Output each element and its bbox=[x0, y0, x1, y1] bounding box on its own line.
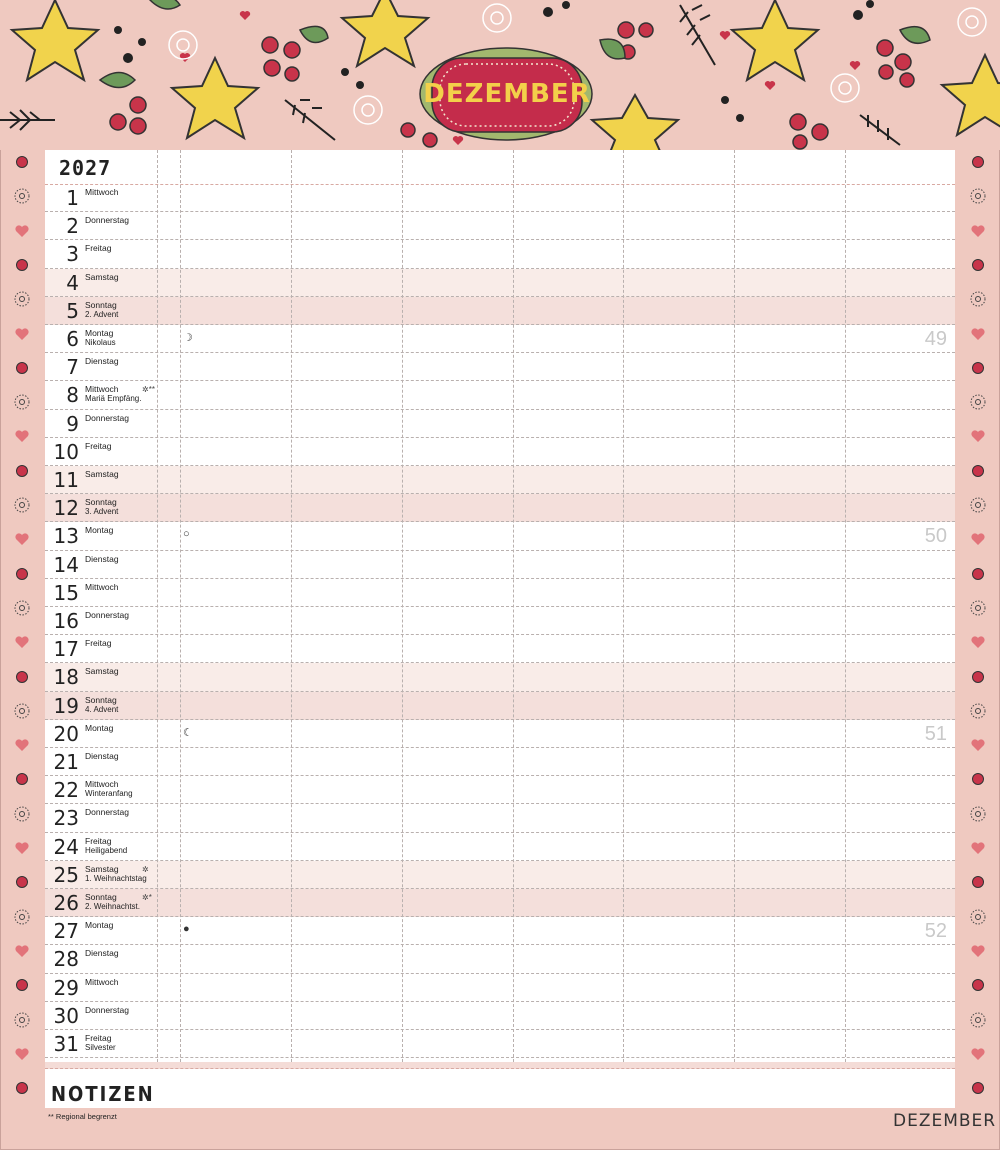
footnote: ** Regional begrenzt bbox=[48, 1112, 117, 1121]
day-row[interactable] bbox=[45, 917, 955, 945]
weekday-label bbox=[85, 724, 113, 733]
day-number: 30 bbox=[53, 1003, 79, 1028]
day-row[interactable] bbox=[45, 579, 955, 607]
heart-icon bbox=[968, 1044, 988, 1064]
weekday-name: Dienstag bbox=[85, 751, 119, 761]
weekday-name: Sonntag bbox=[85, 497, 117, 508]
heart-icon bbox=[12, 735, 32, 755]
berry-icon bbox=[968, 564, 988, 584]
weekday-name: Sonntag bbox=[85, 299, 117, 310]
weekday-label bbox=[85, 1034, 116, 1052]
berry-icon bbox=[12, 1078, 32, 1098]
snowflake-icon bbox=[968, 804, 988, 824]
weekday-name: Montag bbox=[85, 920, 114, 931]
weekday-label bbox=[85, 329, 116, 347]
weekday-name: Samstag bbox=[85, 271, 119, 282]
weekday-label bbox=[85, 752, 119, 761]
heart-icon bbox=[968, 221, 988, 241]
day-row[interactable] bbox=[45, 466, 955, 494]
year-label: 2027 bbox=[59, 156, 112, 180]
day-number: 16 bbox=[53, 609, 79, 633]
heart-icon bbox=[968, 426, 988, 446]
snowflake-icon bbox=[968, 1010, 988, 1030]
day-number: 28 bbox=[53, 947, 79, 972]
weekday-label bbox=[85, 470, 119, 479]
weekday-label bbox=[85, 442, 111, 451]
day-row[interactable] bbox=[45, 635, 955, 663]
column-divider bbox=[734, 150, 735, 1062]
day-row[interactable] bbox=[45, 184, 955, 212]
right-ornament-strip bbox=[956, 150, 1000, 1110]
berry-icon bbox=[12, 152, 32, 172]
berry-icon bbox=[12, 461, 32, 481]
snowflake-icon bbox=[12, 804, 32, 824]
day-number: 29 bbox=[53, 975, 79, 1000]
snowflake-icon bbox=[12, 1010, 32, 1030]
heart-icon bbox=[968, 941, 988, 961]
notes-label: NOTIZEN bbox=[51, 1082, 155, 1106]
notes-divider bbox=[45, 1062, 955, 1069]
day-number: 9 bbox=[66, 411, 79, 436]
weekday-name: Donnerstag bbox=[85, 807, 129, 818]
weekday-name: Freitag bbox=[85, 638, 112, 649]
day-number: 23 bbox=[53, 806, 79, 831]
weekday-label bbox=[85, 780, 133, 798]
berry-icon bbox=[12, 769, 32, 789]
day-row[interactable] bbox=[45, 776, 955, 804]
weekday-name: Mittwoch bbox=[85, 187, 119, 197]
snowflake-icon bbox=[968, 495, 988, 515]
weekday-name: Mittwoch bbox=[85, 976, 119, 987]
day-row[interactable] bbox=[45, 325, 955, 353]
holiday-label: 2. Advent bbox=[85, 309, 119, 319]
heart-icon bbox=[12, 324, 32, 344]
heart-icon bbox=[968, 529, 988, 549]
weekday-label bbox=[85, 696, 118, 714]
heart-icon bbox=[968, 632, 988, 652]
heart-icon bbox=[12, 941, 32, 961]
berry-icon bbox=[12, 872, 32, 892]
day-number: 3 bbox=[66, 242, 79, 267]
holiday-label: Silvester bbox=[85, 1043, 116, 1052]
berry-icon bbox=[12, 255, 32, 275]
berry-icon bbox=[12, 564, 32, 584]
column-divider bbox=[513, 150, 514, 1062]
day-row[interactable] bbox=[45, 269, 955, 297]
berry-icon bbox=[968, 872, 988, 892]
snowflake-icon bbox=[968, 392, 988, 412]
day-number: 25 bbox=[53, 862, 79, 887]
holiday-label: Mariä Empfäng. bbox=[85, 394, 142, 404]
berry-icon bbox=[968, 1078, 988, 1098]
day-row[interactable] bbox=[45, 212, 955, 240]
day-row[interactable] bbox=[45, 663, 955, 691]
day-number: 12 bbox=[53, 496, 79, 521]
moon-phase-icon: ☽ bbox=[183, 332, 193, 344]
day-number: 1 bbox=[66, 186, 79, 210]
weekday-name: Donnerstag bbox=[85, 215, 129, 226]
day-number: 10 bbox=[53, 439, 79, 464]
weekday-name: Sonntag bbox=[85, 892, 117, 902]
day-number: 7 bbox=[66, 355, 79, 380]
weekday-label bbox=[85, 385, 141, 403]
weekday-label bbox=[85, 893, 140, 911]
weekday-label bbox=[85, 667, 119, 676]
berry-icon bbox=[968, 255, 988, 275]
weekday-label bbox=[85, 583, 119, 592]
day-number: 2 bbox=[66, 214, 79, 239]
heart-icon bbox=[12, 838, 32, 858]
calendar-sheet bbox=[45, 150, 955, 1108]
day-row[interactable] bbox=[45, 945, 955, 973]
heart-icon bbox=[968, 324, 988, 344]
holiday-label: Nikolaus bbox=[85, 338, 116, 347]
heart-icon bbox=[968, 838, 988, 858]
day-number: 11 bbox=[53, 468, 79, 492]
weekday-label bbox=[85, 1006, 129, 1015]
day-row[interactable] bbox=[45, 607, 955, 635]
week-number: 49 bbox=[924, 328, 947, 350]
snowflake-icon bbox=[12, 495, 32, 515]
berry-icon bbox=[968, 461, 988, 481]
day-number: 20 bbox=[53, 721, 79, 746]
column-divider bbox=[157, 150, 158, 1062]
berry-icon bbox=[968, 975, 988, 995]
holiday-label: 4. Advent bbox=[85, 704, 119, 714]
snowflake-icon bbox=[968, 701, 988, 721]
weekday-label bbox=[85, 555, 119, 564]
weekday-label bbox=[85, 921, 113, 930]
regional-holiday-icon: ✲ bbox=[142, 864, 149, 874]
day-row[interactable] bbox=[45, 353, 955, 381]
snowflake-icon bbox=[968, 598, 988, 618]
day-row[interactable] bbox=[45, 748, 955, 776]
snowflake-icon bbox=[968, 907, 988, 927]
weekday-name: Samstag bbox=[85, 863, 119, 874]
weekday-name: Montag bbox=[85, 525, 114, 536]
weekday-name: Sonntag bbox=[85, 694, 117, 705]
weekday-name: Montag bbox=[85, 722, 114, 733]
weekday-label bbox=[85, 188, 119, 197]
day-row[interactable] bbox=[45, 974, 955, 1002]
day-number: 6 bbox=[66, 327, 79, 351]
week-number: 52 bbox=[924, 920, 947, 943]
day-number: 26 bbox=[53, 891, 79, 915]
weekday-name: Freitag bbox=[85, 835, 112, 846]
day-row[interactable] bbox=[45, 381, 955, 409]
snowflake-icon bbox=[968, 289, 988, 309]
snowflake-icon bbox=[12, 392, 32, 412]
column-divider bbox=[291, 150, 292, 1062]
day-number: 13 bbox=[53, 524, 79, 549]
left-ornament-strip bbox=[0, 150, 44, 1110]
day-row[interactable] bbox=[45, 861, 955, 889]
holiday-label: Heiligabend bbox=[85, 845, 128, 855]
day-number: 27 bbox=[53, 919, 79, 944]
week-number: 50 bbox=[924, 525, 947, 548]
day-number: 31 bbox=[53, 1032, 79, 1056]
snowflake-icon bbox=[12, 598, 32, 618]
heart-icon bbox=[968, 735, 988, 755]
column-divider bbox=[402, 150, 403, 1062]
day-number: 15 bbox=[53, 580, 79, 605]
berry-icon bbox=[968, 769, 988, 789]
weekday-label bbox=[85, 639, 111, 648]
column-divider bbox=[623, 150, 624, 1062]
weekday-label bbox=[85, 611, 129, 620]
heart-icon bbox=[12, 221, 32, 241]
weekday-name: Montag bbox=[85, 328, 114, 338]
regional-holiday-icon: ✲** bbox=[142, 385, 155, 395]
berry-icon bbox=[968, 667, 988, 687]
weekday-name: Dienstag bbox=[85, 553, 119, 564]
month-title: DEZEMBER bbox=[423, 79, 591, 109]
weekday-label bbox=[85, 865, 147, 883]
day-number: 14 bbox=[53, 552, 79, 577]
weekday-name: Freitag bbox=[85, 440, 112, 451]
weekday-name: Donnerstag bbox=[85, 610, 129, 620]
berry-icon bbox=[12, 975, 32, 995]
weekday-name: Dienstag bbox=[85, 356, 119, 367]
weekday-label bbox=[85, 526, 113, 535]
berry-icon bbox=[12, 358, 32, 378]
weekday-label bbox=[85, 808, 129, 817]
week-number: 51 bbox=[924, 722, 947, 745]
day-number: 8 bbox=[66, 383, 79, 408]
day-row[interactable] bbox=[45, 551, 955, 579]
day-row[interactable] bbox=[45, 720, 955, 748]
holiday-label: 1. Weihnachtstag bbox=[85, 873, 147, 883]
day-row[interactable] bbox=[45, 804, 955, 832]
day-row[interactable] bbox=[45, 833, 955, 861]
weekday-name: Samstag bbox=[85, 469, 119, 479]
day-row[interactable] bbox=[45, 438, 955, 466]
day-row[interactable] bbox=[45, 1002, 955, 1030]
weekday-name: Mittwoch bbox=[85, 384, 119, 395]
header-row bbox=[45, 150, 955, 185]
day-row[interactable] bbox=[45, 1030, 955, 1058]
footer-month-label: DEZEMBER bbox=[893, 1111, 997, 1131]
column-divider bbox=[180, 150, 181, 1062]
day-number: 24 bbox=[53, 834, 79, 859]
weekday-label bbox=[85, 414, 129, 423]
day-row[interactable] bbox=[45, 889, 955, 917]
snowflake-icon bbox=[12, 907, 32, 927]
weekday-label bbox=[85, 357, 119, 366]
moon-phase-icon: ● bbox=[183, 923, 190, 936]
holiday-label: 2. Weihnachtst. bbox=[85, 902, 140, 911]
day-row[interactable] bbox=[45, 410, 955, 438]
day-number: 19 bbox=[53, 693, 79, 718]
regional-holiday-icon: ✲* bbox=[142, 893, 152, 902]
day-number: 17 bbox=[53, 637, 79, 662]
berry-icon bbox=[968, 152, 988, 172]
weekday-label bbox=[85, 949, 119, 958]
heart-icon bbox=[12, 529, 32, 549]
weekday-name: Mittwoch bbox=[85, 581, 119, 592]
heart-icon bbox=[12, 426, 32, 446]
weekday-name: Dienstag bbox=[85, 948, 119, 959]
snowflake-icon bbox=[968, 186, 988, 206]
day-number: 5 bbox=[66, 298, 79, 323]
day-number: 22 bbox=[53, 778, 79, 803]
snowflake-icon bbox=[12, 289, 32, 309]
decorative-banner bbox=[0, 0, 1000, 150]
weekday-name: Freitag bbox=[85, 243, 112, 254]
holiday-label: Winteranfang bbox=[85, 789, 133, 799]
moon-phase-icon: ☾ bbox=[183, 726, 193, 739]
holiday-label: 3. Advent bbox=[85, 507, 119, 517]
snowflake-icon bbox=[12, 186, 32, 206]
weekday-name: Freitag bbox=[85, 1033, 112, 1043]
moon-phase-icon: ○ bbox=[183, 528, 190, 541]
day-number: 4 bbox=[66, 270, 79, 295]
weekday-label bbox=[85, 244, 111, 253]
day-row[interactable] bbox=[45, 522, 955, 550]
day-number: 21 bbox=[53, 750, 79, 774]
day-number: 18 bbox=[53, 665, 79, 690]
column-divider bbox=[845, 150, 846, 1062]
weekday-label bbox=[85, 837, 127, 855]
berry-icon bbox=[12, 667, 32, 687]
weekday-name: Donnerstag bbox=[85, 412, 129, 423]
day-row[interactable] bbox=[45, 297, 955, 325]
weekday-label bbox=[85, 216, 129, 225]
weekday-name: Donnerstag bbox=[85, 1004, 129, 1015]
day-row[interactable] bbox=[45, 692, 955, 720]
weekday-label bbox=[85, 273, 119, 282]
snowflake-icon bbox=[12, 701, 32, 721]
day-row[interactable] bbox=[45, 494, 955, 522]
weekday-label bbox=[85, 301, 118, 319]
weekday-name: Samstag bbox=[85, 666, 119, 677]
day-row[interactable] bbox=[45, 240, 955, 268]
weekday-name: Mittwoch bbox=[85, 779, 119, 790]
heart-icon bbox=[12, 632, 32, 652]
weekday-label bbox=[85, 978, 119, 987]
weekday-label bbox=[85, 498, 118, 516]
heart-icon bbox=[12, 1044, 32, 1064]
berry-icon bbox=[968, 358, 988, 378]
